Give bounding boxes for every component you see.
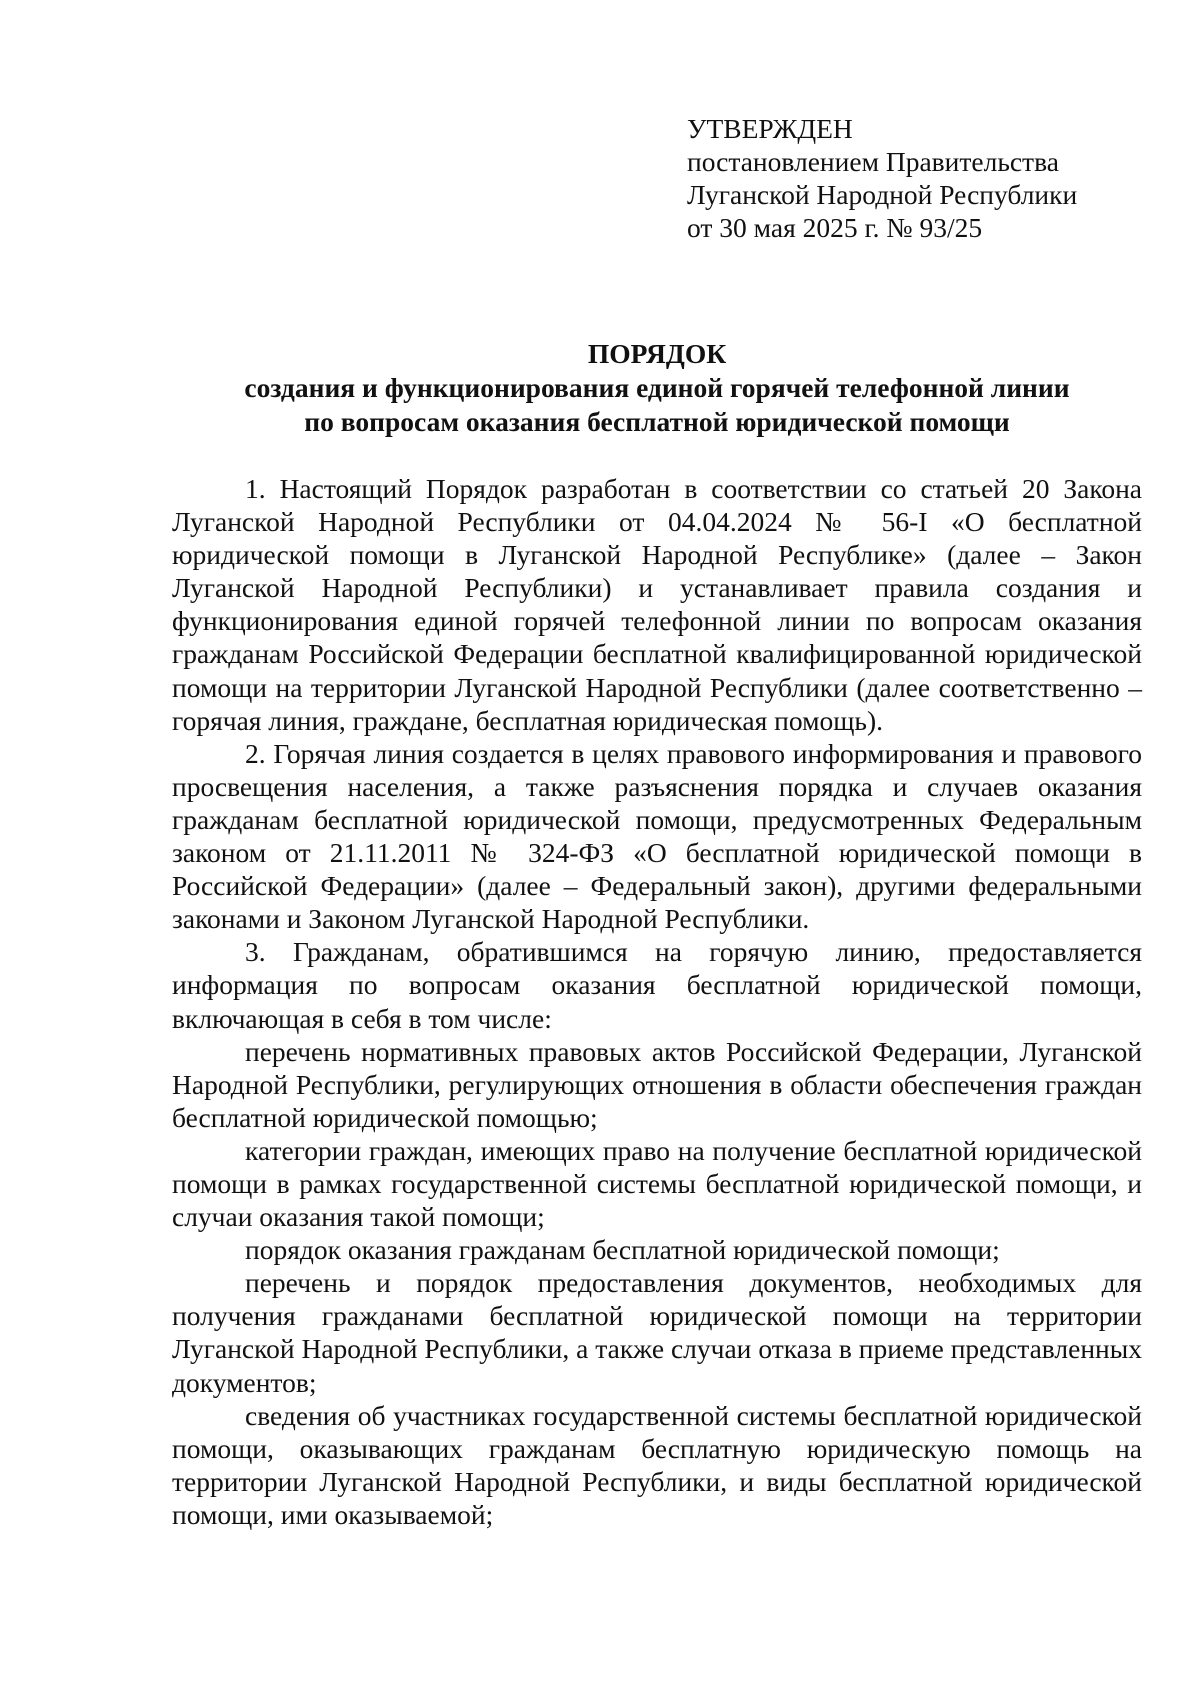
title-subtitle-line-2: по вопросам оказания бесплатной юридической помощи [304, 406, 1010, 437]
list-item-documents: перечень и порядок предоставления документов, необходимых для получения гражданами бесплатной юридической помощи на территории Луганской Народной Республики, а также случаи отказа в приеме представленных документов; [172, 1267, 1142, 1398]
paragraph-3: 3. Гражданам, обратившимся на горячую линию, предоставляется информация по вопросам оказания бесплатной юридической помощи, включающая в себя в том числе: [172, 936, 1142, 1034]
approval-authority: постановлением Правительства [687, 146, 1059, 177]
title-heading: ПОРЯДОК [587, 338, 727, 369]
paragraph-2: 2. Горячая линия создается в целях правового информирования и правового просвещения населения, а также разъяснения порядка и случаев оказания гражданам бесплатной юридической помощи, предусмотренных Федеральным законом от 21.11.2011 № 324-ФЗ «О бесплатной юридической помощи в Российской Федерации» (далее – Федеральный закон), другими федеральными законами и Законом Луганской Народной Республики. [172, 737, 1142, 935]
approval-status: УТВЕРЖДЕН [687, 113, 853, 144]
list-item-procedure: порядок оказания гражданам бесплатной юридической помощи; [245, 1234, 1000, 1266]
title-subtitle-line-1: создания и функционирования единой горячей телефонной линии [244, 372, 1070, 403]
approval-government: Луганской Народной Республики [687, 179, 1078, 210]
list-item-citizen-categories: категории граждан, имеющих право на получение бесплатной юридической помощи в рамках государственной системы бесплатной юридической помощи, и случаи оказания такой помощи; [172, 1134, 1142, 1233]
paragraph-1: 1. Настоящий Порядок разработан в соответствии со статьей 20 Закона Луганской Народной Республики от 04.04.2024 № 56-I «О бесплатной юридической помощи в Луганской Народной Республике» (далее – Закон Луганской Народной Республики) и устанавливает правила создания и функционирования единой горячей телефонной линии по вопросам оказания гражданам Российской Федерации бесплатной квалифицированной юридической помощи на территории Луганской Народной Республики (далее соответственно – горячая линия, граждане, бесплатная юридическая помощь). [172, 473, 1142, 736]
document-title [172, 337, 1142, 439]
list-item-legal-acts: перечень нормативных правовых актов Российской Федерации, Луганской Народной Республики, регулирующих отношения в области обеспечения граждан бесплатной юридической помощью; [172, 1035, 1142, 1133]
document-body [172, 472, 1142, 1531]
approval-stamp [687, 112, 1077, 244]
list-item-participants: сведения об участниках государственной системы бесплатной юридической помощи, оказывающих гражданам бесплатную юридическую помощь на территории Луганской Народной Республики, и виды бесплатной юридической помощи, ими оказываемой; [172, 1399, 1142, 1530]
approval-date-number: от 30 мая 2025 г. № 93/25 [687, 212, 983, 243]
